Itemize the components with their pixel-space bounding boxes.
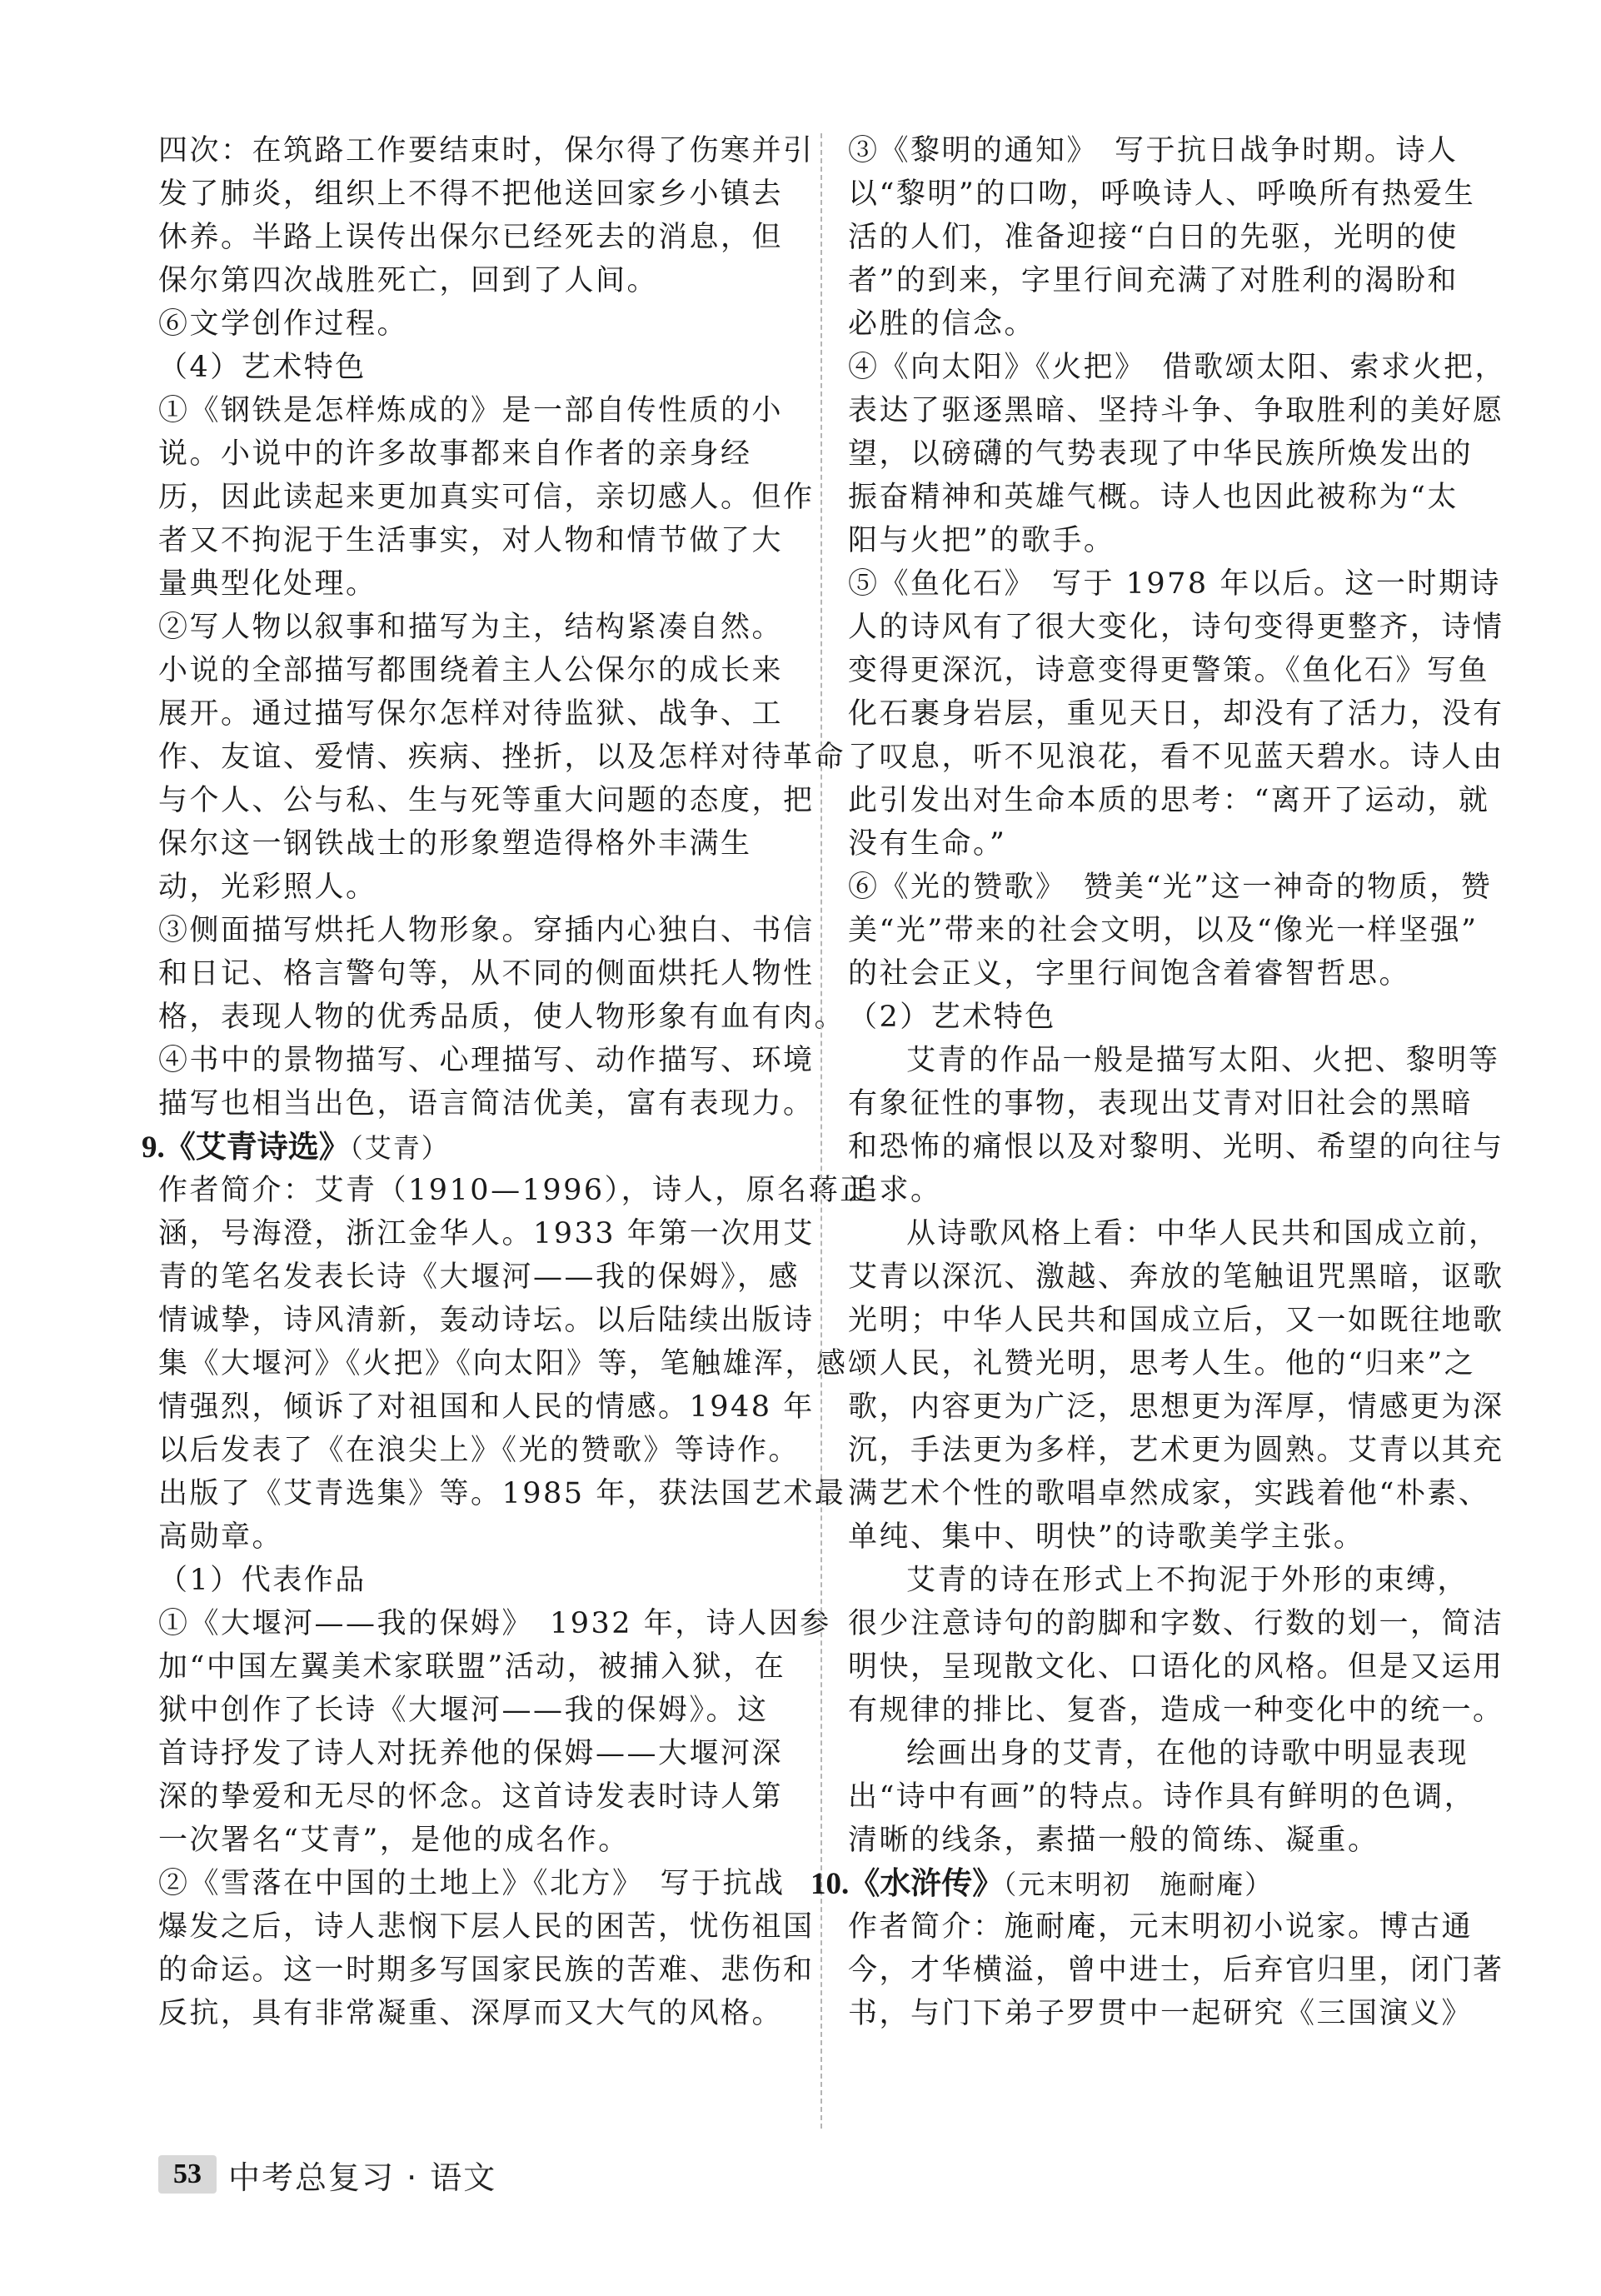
text-line: 振奋精神和英雄气概。诗人也因此被称为“太 bbox=[848, 481, 1459, 514]
text-line: 狱中创作了长诗《大堰河——我的保姆》。这 bbox=[158, 1694, 769, 1727]
text-line: 作者简介：施耐庵，元末明初小说家。博古通 bbox=[848, 1910, 1474, 1944]
left-text-block-after bbox=[158, 1169, 871, 2035]
text-line: 出版了《艾青选集》等。1985 年，获法国艺术最 bbox=[158, 1477, 846, 1510]
left-text-block bbox=[158, 129, 846, 1126]
text-line: 此引发出对生命本质的思考：“离开了运动，就 bbox=[848, 784, 1490, 817]
text-line: 美“光”带来的社会文明，以及“像光一样坚强” bbox=[848, 914, 1479, 947]
text-line: 情诚挚，诗风清新，轰动诗坛。以后陆续出版诗 bbox=[158, 1304, 815, 1337]
text-line: 保尔这一钢铁战士的形象塑造得格外丰满生 bbox=[158, 827, 752, 861]
text-line: 加“中国左翼美术家联盟”活动，被捕入狱，在 bbox=[158, 1650, 786, 1684]
text-line: 以后发表了《在浪尖上》《光的赞歌》等诗作。 bbox=[158, 1434, 800, 1467]
text-line: 者又不拘泥于生活事实，对人物和情节做了大 bbox=[158, 524, 784, 557]
text-line: ④《向太阳》《火把》 借歌颂太阳、索求火把， bbox=[848, 351, 1507, 384]
text-line: 青的笔名发表长诗《大堰河——我的保姆》，感 bbox=[158, 1260, 800, 1294]
heading-author: （元末明初 施耐庵） bbox=[1003, 1869, 1274, 1900]
heading-title: 《艾青诗选》 bbox=[164, 1129, 350, 1165]
text-line: 人的诗风有了很大变化，诗句变得更整齐，诗情 bbox=[848, 611, 1504, 644]
text-line: 绘画出身的艾青，在他的诗歌中明显表现 bbox=[906, 1737, 1469, 1770]
text-line: ③侧面描写烘托人物形象。穿插内心独白、书信 bbox=[158, 914, 815, 947]
text-line: 沉，手法更为多样，艺术更为圆熟。艾青以其充 bbox=[848, 1434, 1504, 1467]
text-line: 从诗歌风格上看：中华人民共和国成立前， bbox=[906, 1217, 1500, 1250]
text-line: （1）代表作品 bbox=[158, 1564, 367, 1597]
column-divider bbox=[820, 133, 822, 2129]
text-line: 书，与门下弟子罗贯中一起研究《三国演义》 bbox=[848, 1997, 1474, 2030]
text-line: 保尔第四次战胜死亡，回到了人间。 bbox=[158, 264, 659, 297]
text-line: （2）艺术特色 bbox=[848, 1001, 1056, 1034]
heading-title: 《水浒传》 bbox=[849, 1865, 1004, 1901]
text-line: 艾青的诗在形式上不拘泥于外形的束缚， bbox=[906, 1564, 1469, 1597]
text-line: 化石裹身岩层，重见天日，却没有了活力，没有 bbox=[848, 697, 1504, 731]
text-line: 动，光彩照人。 bbox=[158, 871, 377, 904]
text-line: 反抗，具有非常凝重、深厚而又大气的风格。 bbox=[158, 1997, 784, 2030]
text-line: 以“黎明”的口吻，呼唤诗人、呼唤所有热爱生 bbox=[848, 177, 1476, 211]
text-line: 明快，呈现散文化、口语化的风格。但是又运用 bbox=[848, 1650, 1504, 1684]
text-line: 的命运。这一时期多写国家民族的苦难、悲伤和 bbox=[158, 1954, 815, 1987]
text-line: ②写人物以叙事和描写为主，结构紧凑自然。 bbox=[158, 611, 784, 644]
text-line: 深的挚爱和无尽的怀念。这首诗发表时诗人第 bbox=[158, 1780, 784, 1814]
text-line: 单纯、集中、明快”的诗歌美学主张。 bbox=[848, 1520, 1365, 1554]
text-line: 描写也相当出色，语言简洁优美，富有表现力。 bbox=[158, 1087, 815, 1121]
text-line: 表达了驱逐黑暗、坚持斗争、争取胜利的美好愿 bbox=[848, 394, 1504, 427]
right-indented-block bbox=[848, 1039, 1504, 1862]
text-line: 望，以磅礴的气势表现了中华民族所焕发出的 bbox=[848, 437, 1474, 471]
text-line: 出“诗中有画”的特点。诗作具有鲜明的色调， bbox=[848, 1780, 1476, 1814]
text-line: 首诗抒发了诗人对抚养他的保姆——大堰河深 bbox=[158, 1737, 784, 1770]
text-line: 者”的到来，字里行间充满了对胜利的渴盼和 bbox=[848, 264, 1459, 297]
text-line: 活的人们，准备迎接“白日的先驱，光明的使 bbox=[848, 221, 1459, 254]
text-line: ⑤《鱼化石》 写于 1978 年以后。这一时期诗 bbox=[848, 567, 1501, 601]
text-line: 发了肺炎，组织上不得不把他送回家乡小镇去 bbox=[158, 177, 784, 211]
text-line: 休养。半路上误传出保尔已经死去的消息，但 bbox=[158, 221, 784, 254]
text-line: 歌，内容更为广泛，思想更为浑厚，情感更为深 bbox=[848, 1390, 1504, 1424]
text-line: 艾青以深沉、激越、奔放的笔触诅咒黑暗，讴歌 bbox=[848, 1260, 1504, 1294]
text-line: 历，因此读起来更加真实可信，亲切感人。但作 bbox=[158, 481, 815, 514]
text-line: 说。小说中的许多故事都来自作者的亲身经 bbox=[158, 437, 752, 471]
text-line: 集《大堰河》《火把》《向太阳》等，笔触雄浑，感 bbox=[158, 1347, 848, 1380]
text-line: 情强烈，倾诉了对祖国和人民的情感。1948 年 bbox=[158, 1390, 815, 1424]
text-line: 颂人民，礼赞光明，思考人生。他的“归来”之 bbox=[848, 1347, 1476, 1380]
heading-number: 9. bbox=[142, 1131, 165, 1165]
text-line: ④书中的景物描写、心理描写、动作描写、环境 bbox=[158, 1044, 815, 1077]
text-line: 格，表现人物的优秀品质，使人物形象有血有肉。 bbox=[158, 1001, 846, 1034]
text-line: 与个人、公与私、生与死等重大问题的态度，把 bbox=[158, 784, 815, 817]
text-line: 量典型化处理。 bbox=[158, 567, 377, 601]
text-line: 光明；中华人民共和国成立后，又一如既往地歌 bbox=[848, 1304, 1504, 1337]
text-line: 小说的全部描写都围绕着主人公保尔的成长来 bbox=[158, 654, 784, 687]
text-line: 变得更深沉，诗意变得更警策。《鱼化石》写鱼 bbox=[848, 654, 1490, 687]
text-line: ③《黎明的通知》 写于抗日战争时期。诗人 bbox=[848, 134, 1459, 167]
section-heading-9 bbox=[142, 1126, 796, 1169]
text-line: ②《雪落在中国的土地上》《北方》 写于抗战 bbox=[158, 1867, 786, 1900]
text-line: 爆发之后，诗人悲悯下层人民的困苦，忧伤祖国 bbox=[158, 1910, 815, 1944]
text-line: 很少注意诗句的韵脚和字数、行数的划一，简洁 bbox=[848, 1607, 1504, 1640]
text-line: 有规律的排比、复沓，造成一种变化中的统一。 bbox=[848, 1694, 1504, 1727]
text-line: ①《钢铁是怎样炼成的》是一部自传性质的小 bbox=[158, 394, 784, 427]
book-title: 中考总复习 · 语文 bbox=[228, 2159, 497, 2196]
text-line: 作者简介：艾青（1910—1996），诗人，原名蒋正 bbox=[158, 1174, 871, 1207]
text-line: 展开。通过描写保尔怎样对待监狱、战争、工 bbox=[158, 697, 784, 731]
text-line: ⑥文学创作过程。 bbox=[158, 307, 409, 341]
text-line: 今，才华横溢，曾中进士，后弃官归里，闭门著 bbox=[848, 1954, 1504, 1987]
heading-number: 10. bbox=[810, 1867, 850, 1901]
text-line: 艾青的作品一般是描写太阳、火把、黎明等 bbox=[906, 1044, 1500, 1077]
right-column bbox=[810, 129, 1507, 2035]
text-line: 和日记、格言警句等，从不同的侧面烘托人物性 bbox=[158, 957, 815, 991]
text-line: 高勋章。 bbox=[158, 1520, 284, 1554]
text-line: 有象征性的事物，表现出艾青对旧社会的黑暗 bbox=[848, 1087, 1474, 1121]
section-heading-10 bbox=[810, 1862, 1494, 1905]
text-line: （4）艺术特色 bbox=[158, 351, 367, 384]
right-text-block-after bbox=[848, 1905, 1504, 2035]
text-line: ①《大堰河——我的保姆》 1932 年，诗人因参 bbox=[158, 1607, 831, 1640]
text-line: 必胜的信念。 bbox=[848, 307, 1036, 341]
text-line: 涵，号海澄，浙江金华人。1933 年第一次用艾 bbox=[158, 1217, 815, 1250]
page-number: 53 bbox=[158, 2155, 217, 2194]
text-line: 了叹息，听不见浪花，看不见蓝天碧水。诗人由 bbox=[848, 741, 1504, 774]
text-line: 和恐怖的痛恨以及对黎明、光明、希望的向往与 bbox=[848, 1131, 1504, 1164]
text-line: 作、友谊、爱情、疾病、挫折，以及怎样对待革命 bbox=[158, 741, 846, 774]
right-text-block bbox=[848, 129, 1507, 1039]
heading-author: （艾青） bbox=[349, 1132, 450, 1164]
text-line: 的社会正义，字里行间饱含着睿智哲思。 bbox=[848, 957, 1411, 991]
text-line: ⑥《光的赞歌》 赞美“光”这一神奇的物质，赞 bbox=[848, 871, 1493, 904]
text-line: 满艺术个性的歌唱卓然成家，实践着他“朴素、 bbox=[848, 1477, 1490, 1510]
left-column bbox=[142, 129, 871, 2035]
page-footer bbox=[158, 2149, 496, 2199]
text-line: 一次署名“艾青”，是他的成名作。 bbox=[158, 1824, 630, 1857]
text-line: 没有生命。” bbox=[848, 827, 1007, 861]
text-line: 清晰的线条，素描一般的简练、凝重。 bbox=[848, 1824, 1379, 1857]
text-line: 四次：在筑路工作要结束时，保尔得了伤寒并引 bbox=[158, 134, 815, 167]
text-line: 追求。 bbox=[848, 1174, 942, 1207]
text-line: 阳与火把”的歌手。 bbox=[848, 524, 1115, 557]
